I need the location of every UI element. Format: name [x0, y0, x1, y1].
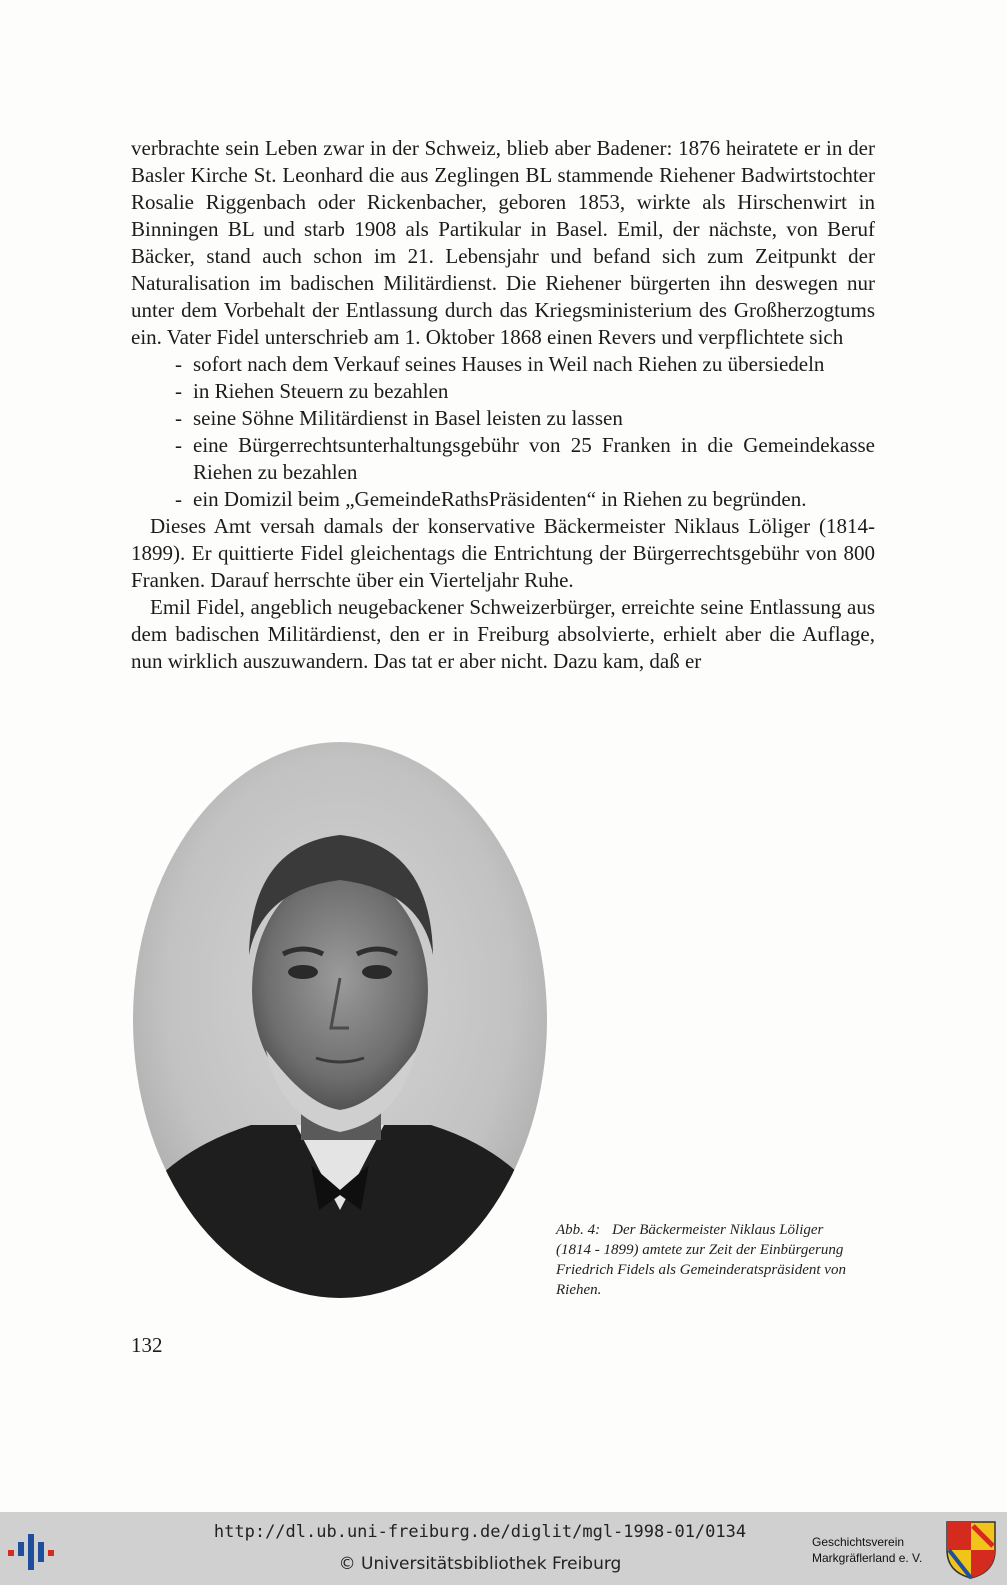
coat-of-arms-icon	[945, 1520, 997, 1580]
paragraph-3: Emil Fidel, angeblich neugebackener Schweizerbürger, erreichte seine Entlassung aus dem badischen Militärdienst, den er in Freiburg absolvierte, erhielt aber die Auflage, nun wirklich auszuwandern. Das tat er aber nicht. Dazu kam, daß er	[131, 595, 875, 673]
portrait-photo	[131, 740, 549, 1300]
list-item: - eine Bürgerrechtsunterhaltungsgebühr von 25 Franken in die Gemeindekasse Riehen zu bezahlen	[175, 433, 875, 484]
list-item: - in Riehen Steuern zu bezahlen	[175, 379, 449, 403]
list-item: - ein Domizil beim „GemeindeRathsPräsidenten“ in Riehen zu begründen.	[175, 487, 807, 511]
paragraph-2: Dieses Amt versah damals der konservative Bäckermeister Niklaus Löliger (1814-1899). Er quittierte Fidel gleichentags die Entrichtung der Bürgerrechtsgebühr von 800 Franken. Darauf herrschte über ein Vierteljahr Ruhe.	[131, 514, 875, 592]
paragraph-1: verbrachte sein Leben zwar in der Schweiz, blieb aber Badener: 1876 heiratete er in der Basler Kirche St. Leonhard die aus Zeglingen BL stammende Riehener Badwirtstochter Rosalie Riggenbach oder Rickenbacher, geboren 1853, wirkte als Hirschenwirt in Binningen BL und starb 1908 als Partikular in Basel. Emil, der nächste, von Beruf Bäcker, stand auch schon im 21. Lebensjahr und befand sich zum Zeitpunkt der Naturalisation im badischen Militärdienst. Die Riehener bürgerten ihn deswegen nur unter dem Vorbehalt der Entlassung durch das Kriegsministerium des Großherzogtums ein. Vater Fidel unterschrieb am 1. Oktober 1868 einen Revers und verpflichtete sich	[131, 136, 875, 349]
copyright-text: © Universitätsbibliothek Freiburg	[338, 1554, 622, 1574]
figure-label: Abb. 4:	[556, 1222, 601, 1238]
figure-caption	[556, 1220, 856, 1300]
publisher-name: Geschichtsverein Markgräflerland e. V.	[812, 1535, 923, 1565]
page-number: 132	[131, 1333, 163, 1357]
ub-freiburg-logo-icon[interactable]	[6, 1532, 66, 1572]
obligation-list	[131, 351, 875, 513]
document-url-link[interactable]: http://dl.ub.uni-freiburg.de/diglit/mgl-1998-01/0134	[213, 1522, 747, 1542]
body-text	[131, 135, 875, 675]
figure-caption-text: Der Bäckermeister Niklaus Löliger (1814 - 1899) amtete zur Zeit der Einbürgerung Friedrich Fidels als Gemeinderatspräsident von Riehen.	[556, 1222, 846, 1298]
list-item: - seine Söhne Militärdienst in Basel leisten zu lassen	[175, 406, 623, 430]
list-item: - sofort nach dem Verkauf seines Hauses in Weil nach Riehen zu übersiedeln	[175, 352, 825, 376]
viewer-footer	[0, 1512, 1007, 1585]
